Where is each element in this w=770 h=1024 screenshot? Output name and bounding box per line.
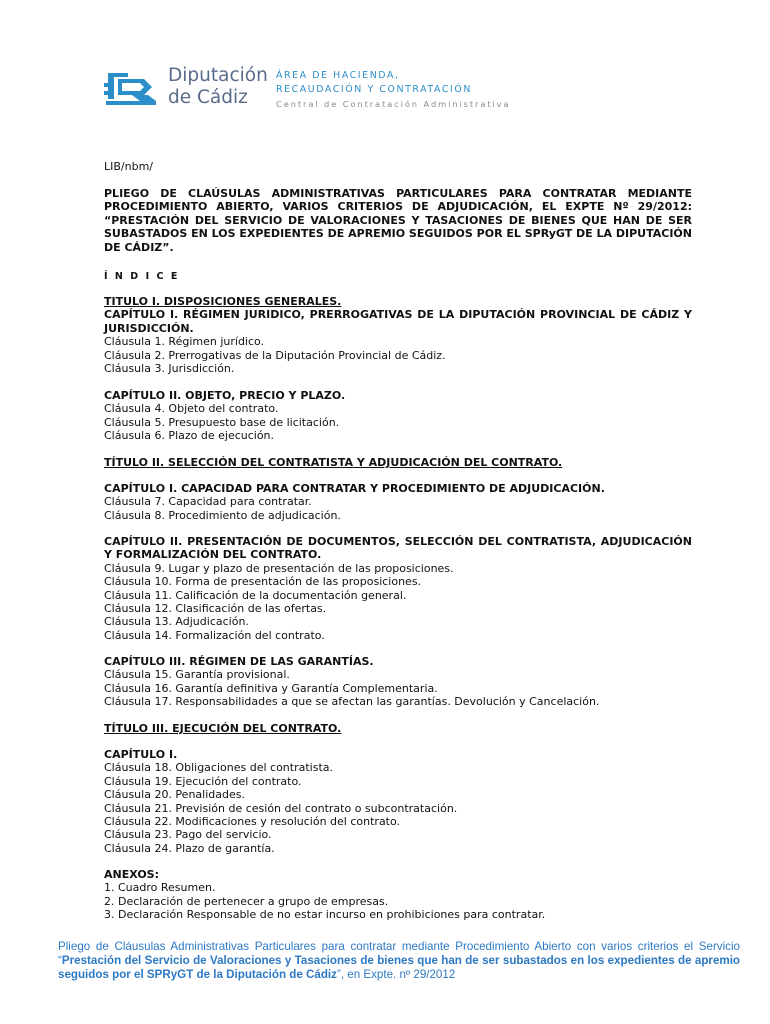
- list-item: Cláusula 22. Modificaciones y resolución del contrato.: [104, 815, 401, 829]
- diputacion-logo-icon: [104, 69, 158, 109]
- footer-text-bold: Prestación del Servicio de Valoraciones y Tasaciones de bienes que han de ser subastados en los expedientes de apremio seguidos por el SPRyGT de la Diputación de Cádiz: [58, 954, 740, 981]
- t1-chapter-1-list: [104, 335, 692, 375]
- area-line-1: ÁREA DE HACIENDA,: [276, 70, 400, 81]
- title-1-heading: TITULO I. DISPOSICIONES GENERALES.: [104, 295, 342, 308]
- department-block: [276, 69, 510, 111]
- footer-text-end: ”, en Expte. nº 29/2012: [336, 968, 456, 981]
- list-item: Cláusula 10. Forma de presentación de las proposiciones.: [104, 575, 422, 589]
- document-title: PLIEGO DE CLAÚSULAS ADMINISTRATIVAS PARTICULARES PARA CONTRATAR MEDIANTE PROCEDIMIENTO ABIERTO, VARIOS CRITERIOS DE ADJUDICACIÓN, EL EXPTE Nº 29/2012: “PRESTACIÓN DEL SERVICIO DE VALORACIONES Y TASACIONES DE BIENES QUE HAN DE SER SUBASTADOS EN LOS EXPEDIENTES DE APREMIO SEGUIDOS POR EL SPRyGT DE LA DIPUTACIÓN DE CÁDIZ”.: [104, 187, 692, 254]
- area-line-2: RECAUDACIÓN Y CONTRATACIÓN: [276, 84, 472, 95]
- title-3-heading: TÍTULO III. EJECUCIÓN DEL CONTRATO.: [104, 722, 342, 735]
- list-item: Cláusula 6. Plazo de ejecución.: [104, 429, 275, 443]
- list-item: Cláusula 15. Garantía provisional.: [104, 668, 290, 682]
- list-item: Cláusula 7. Capacidad para contratar.: [104, 495, 312, 509]
- annexes-heading: ANEXOS:: [104, 868, 159, 881]
- t3-chapter-1-list: [104, 761, 692, 855]
- annexes-section: [104, 868, 692, 922]
- list-item: Cláusula 1. Régimen jurídico.: [104, 335, 265, 349]
- t2-chapter-2-heading: CAPÍTULO II. PRESENTACIÓN DE DOCUMENTOS, SELECCIÓN DEL CONTRATISTA, ADJUDICACIÓN Y FORMALIZACIÓN DEL CONTRATO.: [104, 535, 692, 562]
- title-2-heading: TÍTULO II. SELECCIÓN DEL CONTRATISTA Y ADJUDICACIÓN DEL CONTRATO.: [104, 456, 563, 469]
- list-item: Cláusula 16. Garantía definitiva y Garantía Complementaria.: [104, 681, 438, 695]
- footer-text-start: Pliego de Cláusulas Administrativas Particulares para contratar mediante Procedimiento Abierto con varios criterios el Servicio “: [58, 940, 740, 967]
- t2-chapter-1-list: [104, 495, 692, 522]
- list-item: Cláusula 13. Adjudicación.: [104, 615, 249, 629]
- list-item: 3. Declaración Responsable de no estar incurso en prohibiciones para contratar.: [104, 908, 546, 922]
- org-line-1: Diputación: [168, 65, 268, 86]
- list-item: Cláusula 11. Calificación de la documentación general.: [104, 588, 407, 602]
- t3-chapter-1-section: [104, 748, 692, 855]
- list-item: Cláusula 8. Procedimiento de adjudicación.: [104, 508, 341, 522]
- annexes-list: [104, 881, 692, 921]
- t2-chapter-3-section: [104, 655, 692, 709]
- t2-chapter-2-list: [104, 562, 692, 642]
- t2-chapter-3-list: [104, 668, 692, 708]
- t2-chapter-1-heading: CAPÍTULO I. CAPACIDAD PARA CONTRATAR Y PROCEDIMIENTO DE ADJUDICACIÓN.: [104, 482, 605, 495]
- list-item: Cláusula 9. Lugar y plazo de presentación de las proposiciones.: [104, 561, 454, 575]
- list-item: Cláusula 23. Pago del servicio.: [104, 828, 272, 842]
- index-heading: ÍNDICE: [104, 271, 185, 282]
- letterhead: [104, 65, 511, 112]
- list-item: Cláusula 18. Obligaciones del contratista.: [104, 761, 333, 775]
- title-1-section: [104, 295, 692, 375]
- list-item: Cláusula 2. Prerrogativas de la Diputación Provincial de Cádiz.: [104, 348, 446, 362]
- area-subtitle: Central de Contratación Administrativa: [276, 99, 511, 109]
- list-item: Cláusula 4. Objeto del contrato.: [104, 402, 279, 416]
- t2-chapter-2-section: [104, 535, 692, 642]
- t1-chapter-1-heading: CAPÍTULO I. RÉGIMEN JURIDICO, PRERROGATIVAS DE LA DIPUTACIÓN PROVINCIAL DE CÁDIZ Y JURISDICCIÓN.: [104, 308, 692, 335]
- org-line-2: de Cádiz: [168, 87, 248, 108]
- list-item: Cláusula 20. Penalidades.: [104, 788, 245, 802]
- document-reference: LIB/nbm/: [104, 160, 154, 173]
- t2-chapter-1-section: [104, 482, 692, 522]
- list-item: 1. Cuadro Resumen.: [104, 881, 216, 895]
- list-item: Cláusula 21. Previsión de cesión del contrato o subcontratación.: [104, 801, 458, 815]
- list-item: Cláusula 17. Responsabilidades a que se afectan las garantías. Devolución y Cancelación.: [104, 695, 600, 709]
- t1-chapter-2-list: [104, 402, 692, 442]
- page-footer: [58, 940, 740, 982]
- title-3-heading-block: [104, 722, 692, 735]
- list-item: Cláusula 12. Clasificación de las ofertas.: [104, 602, 327, 616]
- t1-chapter-2-heading: CAPÍTULO II. OBJETO, PRECIO Y PLAZO.: [104, 389, 346, 402]
- title-2-heading-block: [104, 456, 692, 469]
- list-item: 2. Declaración de pertenecer a grupo de empresas.: [104, 894, 389, 908]
- t3-chapter-1-heading: CAPÍTULO I.: [104, 748, 178, 761]
- list-item: Cláusula 19. Ejecución del contrato.: [104, 774, 302, 788]
- t2-chapter-3-heading: CAPÍTULO III. RÉGIMEN DE LAS GARANTÍAS.: [104, 655, 374, 668]
- list-item: Cláusula 5. Presupuesto base de licitación.: [104, 415, 340, 429]
- t1-chapter-2-section: [104, 389, 692, 443]
- list-item: Cláusula 24. Plazo de garantía.: [104, 841, 275, 855]
- list-item: Cláusula 3. Jurisdicción.: [104, 362, 235, 376]
- organization-name: [168, 65, 268, 109]
- list-item: Cláusula 14. Formalización del contrato.: [104, 628, 325, 642]
